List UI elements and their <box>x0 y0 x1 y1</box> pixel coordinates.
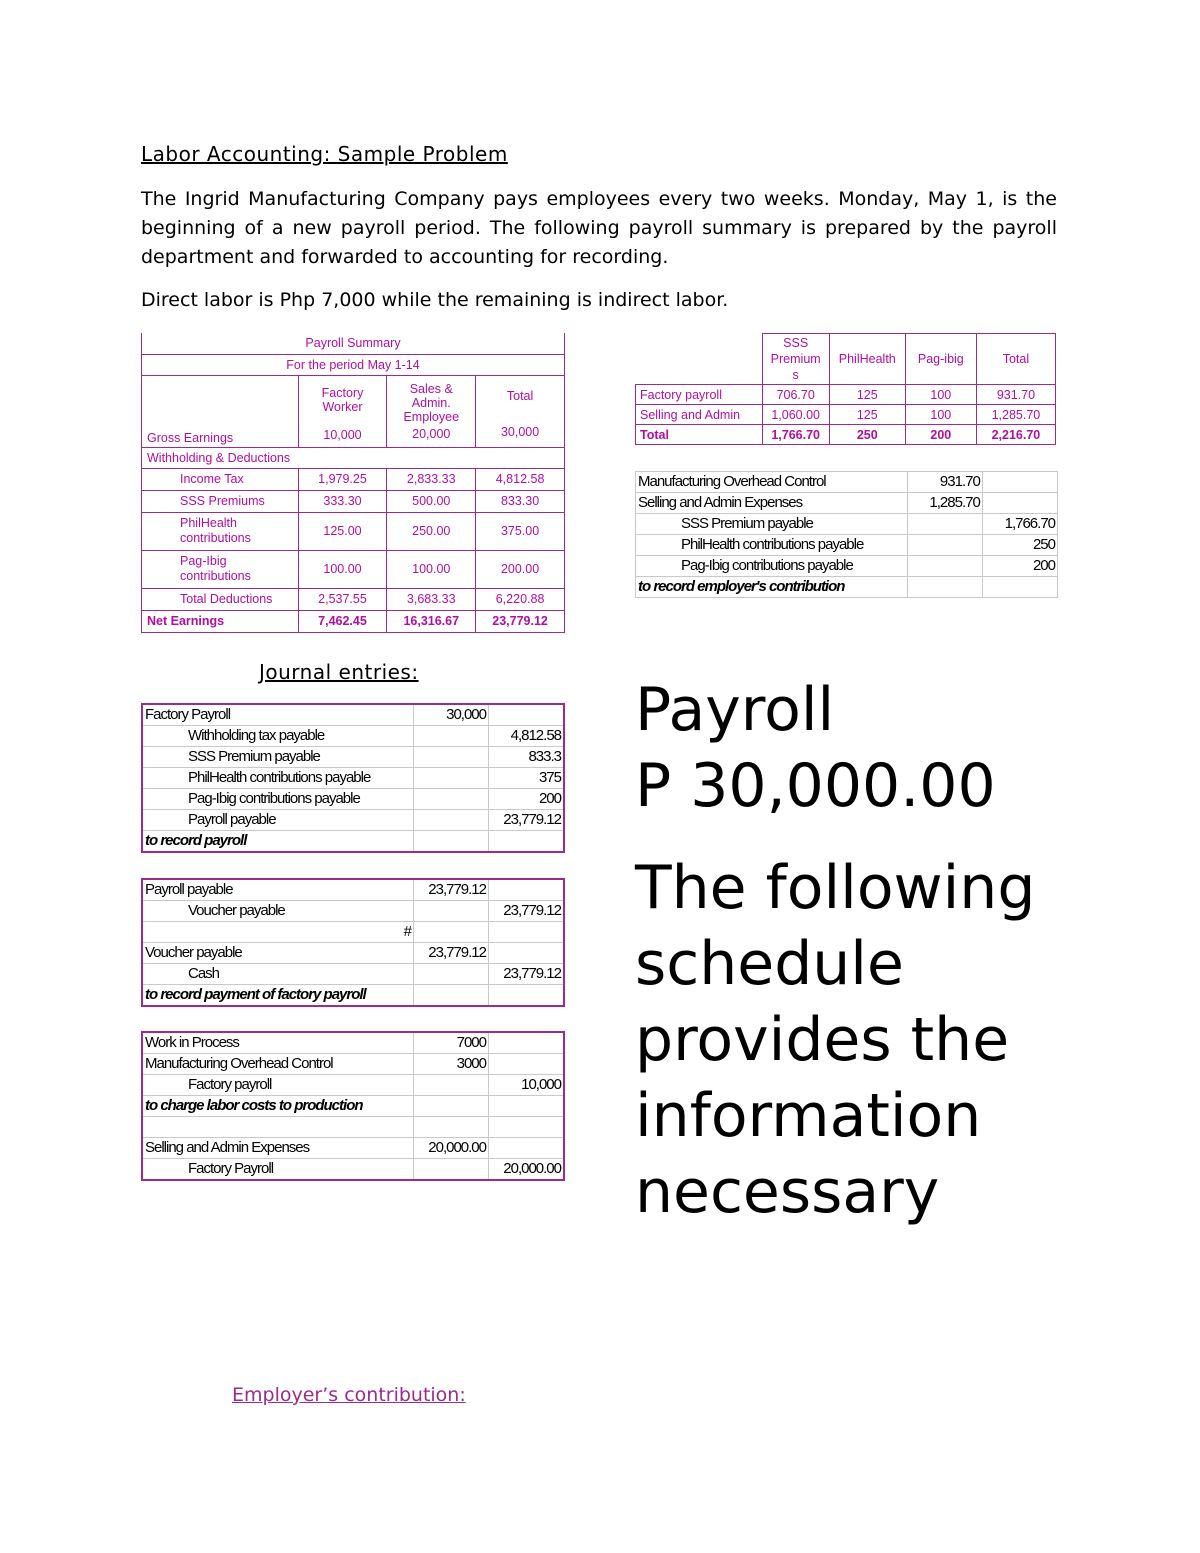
contrib-header-sss: SSS Premium s <box>762 334 829 385</box>
journal-credit <box>489 943 565 964</box>
sss-factory: 333.30 <box>298 490 387 512</box>
journal-credit <box>489 1117 565 1138</box>
journal-debit <box>414 768 489 789</box>
journal-row <box>142 1075 564 1096</box>
journal-row <box>142 726 564 747</box>
journal-credit: 23,779.12 <box>489 964 565 985</box>
intro-paragraph: The Ingrid Manufacturing Company pays employees every two weeks. Monday, May 1, is the beginning of a new payroll period. The following payroll summary is prepared by the payroll department and forwarded to accounting for recording. <box>141 188 1057 268</box>
payroll-callout-label: Payroll <box>635 675 835 745</box>
philhealth-sales: 250.00 <box>387 512 476 550</box>
contribution-summary-table <box>635 333 1056 445</box>
journal-account: Factory Payroll <box>142 1159 414 1181</box>
journal-debit: 23,779.12 <box>414 943 489 964</box>
employer-entry-row <box>636 493 1058 514</box>
journal-debit <box>414 964 489 985</box>
journal-debit <box>414 747 489 768</box>
journal-row <box>142 831 564 853</box>
journal-row <box>142 1117 564 1138</box>
employer-entry-account: PhilHealth contributions payable <box>636 535 908 556</box>
philhealth-factory: 125.00 <box>298 512 387 550</box>
net-earnings-label: Net Earnings <box>142 610 299 632</box>
journal-entry-payroll <box>141 703 565 853</box>
net-earnings-sales: 16,316.67 <box>387 610 476 632</box>
employer-entry-row <box>636 535 1058 556</box>
net-earnings-total: 23,779.12 <box>476 610 565 632</box>
journal-debit <box>414 810 489 831</box>
income-tax-factory: 1,979.25 <box>298 468 387 490</box>
journal-row <box>142 1054 564 1075</box>
gross-sales-admin: 20,000 <box>412 426 451 441</box>
pagibig-factory: 100.00 <box>298 550 387 588</box>
employer-entry-credit <box>982 577 1057 598</box>
journal-debit <box>414 1159 489 1181</box>
journal-debit <box>414 789 489 810</box>
journal-entries-title: Journal entries: <box>259 660 419 684</box>
employer-entry-row <box>636 556 1058 577</box>
contrib-factory-total: 931.70 <box>976 385 1055 405</box>
journal-note: to record payroll <box>142 831 414 853</box>
employer-entry-row <box>636 577 1058 598</box>
journal-credit: 20,000.00 <box>489 1159 565 1181</box>
journal-row <box>142 1096 564 1117</box>
philhealth-label-text: PhilHealth contributions <box>180 516 251 545</box>
employer-entry-debit <box>907 535 982 556</box>
journal-account: Payroll payable <box>142 879 414 901</box>
schedule-callout: The following schedule provides the information necessary <box>635 853 1036 1227</box>
journal-account: PhilHealth contributions payable <box>142 768 414 789</box>
journal-account: Payroll payable <box>142 810 414 831</box>
payroll-summary-period: For the period May 1-14 <box>142 354 565 375</box>
employer-entry-account: Pag-Ibig contributions payable <box>636 556 908 577</box>
employer-entry-debit <box>907 514 982 535</box>
journal-credit <box>489 831 565 853</box>
journal-debit <box>414 831 489 853</box>
income-tax-sales: 2,833.33 <box>387 468 476 490</box>
journal-debit: 30,000 <box>414 704 489 726</box>
contrib-selling-pagibig: 100 <box>905 405 976 425</box>
contrib-factory-pagibig: 100 <box>905 385 976 405</box>
journal-credit <box>489 1138 565 1159</box>
employer-entry-credit: 1,766.70 <box>982 514 1057 535</box>
journal-credit <box>489 922 565 943</box>
journal-debit <box>414 922 489 943</box>
journal-account: Voucher payable <box>142 943 414 964</box>
contrib-total-label: Total <box>636 425 763 445</box>
sss-sales: 500.00 <box>387 490 476 512</box>
employer-entry-account: SSS Premium payable <box>636 514 908 535</box>
journal-row <box>142 704 564 726</box>
philhealth-label <box>142 512 299 550</box>
journal-account: Factory payroll <box>142 1075 414 1096</box>
contrib-selling-philhealth: 125 <box>829 405 905 425</box>
employer-contribution-link[interactable]: Employer’s contribution: <box>232 1384 466 1406</box>
journal-account: Voucher payable <box>142 901 414 922</box>
gross-factory: 10,000 <box>323 428 362 442</box>
gross-total: 30,000 <box>500 425 540 439</box>
employer-entry-credit <box>982 472 1057 493</box>
journal-credit <box>489 1054 565 1075</box>
contrib-total-sss: 1,766.70 <box>762 425 829 445</box>
journal-row <box>142 964 564 985</box>
contrib-factory-philhealth: 125 <box>829 385 905 405</box>
journal-account: Pag-Ibig contributions payable <box>142 789 414 810</box>
journal-credit <box>489 704 565 726</box>
pagibig-label <box>142 550 299 588</box>
total-deductions-factory: 2,537.55 <box>298 588 387 610</box>
journal-row <box>142 1032 564 1054</box>
document-title: Labor Accounting: Sample Problem <box>141 142 508 166</box>
journal-debit: 3000 <box>414 1054 489 1075</box>
contrib-total-philhealth: 250 <box>829 425 905 445</box>
journal-debit: 7000 <box>414 1032 489 1054</box>
journal-row <box>142 768 564 789</box>
net-earnings-factory: 7,462.45 <box>298 610 387 632</box>
sss-label: SSS Premiums <box>142 490 299 512</box>
header-sales-admin <box>387 375 476 447</box>
journal-credit <box>489 1096 565 1117</box>
journal-credit: 23,779.12 <box>489 901 565 922</box>
direct-labor-paragraph: Direct labor is Php 7,000 while the remaining is indirect labor. <box>141 289 729 311</box>
journal-account <box>142 1117 414 1138</box>
payroll-callout-amount: P 30,000.00 <box>635 751 996 821</box>
journal-row <box>142 943 564 964</box>
contrib-header-pagibig: Pag-ibig <box>905 334 976 385</box>
employer-entry-account: Manufacturing Overhead Control <box>636 472 908 493</box>
employer-entry-note: to record employer's contribution <box>636 577 908 598</box>
employer-entry-row <box>636 472 1058 493</box>
gross-earnings-label: Gross Earnings <box>142 375 299 447</box>
contrib-factory-sss: 706.70 <box>762 385 829 405</box>
contrib-corner <box>636 334 763 385</box>
journal-row <box>142 747 564 768</box>
contrib-selling-label: Selling and Admin <box>636 405 763 425</box>
journal-account: SSS Premium payable <box>142 747 414 768</box>
journal-credit <box>489 1032 565 1054</box>
journal-credit: 200 <box>489 789 565 810</box>
journal-account: Selling and Admin Expenses <box>142 1138 414 1159</box>
journal-debit <box>414 1117 489 1138</box>
employer-entry-row <box>636 514 1058 535</box>
employer-entry-account: Selling and Admin Expenses <box>636 493 908 514</box>
journal-account: Factory Payroll <box>142 704 414 726</box>
contrib-total-pagibig: 200 <box>905 425 976 445</box>
income-tax-total: 4,812.58 <box>476 468 565 490</box>
employer-entry-debit: 1,285.70 <box>907 493 982 514</box>
header-total-text: Total <box>506 389 534 403</box>
journal-debit <box>414 726 489 747</box>
journal-debit <box>414 985 489 1007</box>
header-factory-worker-text: Factory Worker <box>321 386 364 414</box>
header-factory-worker <box>298 375 387 447</box>
header-total <box>476 375 565 447</box>
employer-entry-debit <box>907 577 982 598</box>
journal-credit: 10,000 <box>489 1075 565 1096</box>
contrib-selling-total: 1,285.70 <box>976 405 1055 425</box>
journal-row <box>142 810 564 831</box>
employer-entry-credit: 200 <box>982 556 1057 577</box>
journal-debit: 20,000.00 <box>414 1138 489 1159</box>
contrib-selling-sss: 1,060.00 <box>762 405 829 425</box>
journal-credit: 833.3 <box>489 747 565 768</box>
payroll-summary-title: Payroll Summary <box>142 333 565 354</box>
employer-entry-debit <box>907 556 982 577</box>
journal-note: to charge labor costs to production <box>142 1096 414 1117</box>
journal-note: to record payment of factory payroll <box>142 985 414 1007</box>
journal-hash-mark: # <box>142 922 414 943</box>
journal-row <box>142 985 564 1007</box>
journal-row <box>142 1159 564 1181</box>
employer-entry-debit: 931.70 <box>907 472 982 493</box>
journal-entry-labor-charge <box>141 1031 565 1181</box>
journal-credit: 4,812.58 <box>489 726 565 747</box>
contrib-header-philhealth: PhilHealth <box>829 334 905 385</box>
journal-credit <box>489 879 565 901</box>
pagibig-total: 200.00 <box>476 550 565 588</box>
journal-debit: 23,779.12 <box>414 879 489 901</box>
contrib-header-total: Total <box>976 334 1055 385</box>
income-tax-label: Income Tax <box>142 468 299 490</box>
employer-entry-table <box>635 471 1058 598</box>
journal-entry-payment <box>141 878 565 1007</box>
withholding-section-label: Withholding & Deductions <box>142 447 565 468</box>
sss-total: 833.30 <box>476 490 565 512</box>
total-deductions-sales: 3,683.33 <box>387 588 476 610</box>
pagibig-label-text: Pag-Ibig contributions <box>180 554 251 583</box>
journal-debit <box>414 1075 489 1096</box>
contrib-total-total: 2,216.70 <box>976 425 1055 445</box>
journal-debit <box>414 901 489 922</box>
journal-row <box>142 922 564 943</box>
journal-account: Work in Process <box>142 1032 414 1054</box>
journal-row <box>142 1138 564 1159</box>
journal-row <box>142 879 564 901</box>
employer-entry-credit: 250 <box>982 535 1057 556</box>
journal-credit <box>489 985 565 1007</box>
payroll-summary-table <box>141 333 565 633</box>
total-deductions-total: 6,220.88 <box>476 588 565 610</box>
pagibig-sales: 100.00 <box>387 550 476 588</box>
journal-credit: 375 <box>489 768 565 789</box>
employer-entry-credit <box>982 493 1057 514</box>
philhealth-total: 375.00 <box>476 512 565 550</box>
journal-credit: 23,779.12 <box>489 810 565 831</box>
journal-row <box>142 901 564 922</box>
payroll-callout <box>635 672 996 824</box>
journal-row <box>142 789 564 810</box>
journal-account: Manufacturing Overhead Control <box>142 1054 414 1075</box>
contrib-factory-label: Factory payroll <box>636 385 763 405</box>
journal-account: Withholding tax payable <box>142 726 414 747</box>
journal-debit <box>414 1096 489 1117</box>
total-deductions-label: Total Deductions <box>142 588 299 610</box>
header-sales-admin-text: Sales & Admin. Employee <box>403 381 460 424</box>
journal-account: Cash <box>142 964 414 985</box>
